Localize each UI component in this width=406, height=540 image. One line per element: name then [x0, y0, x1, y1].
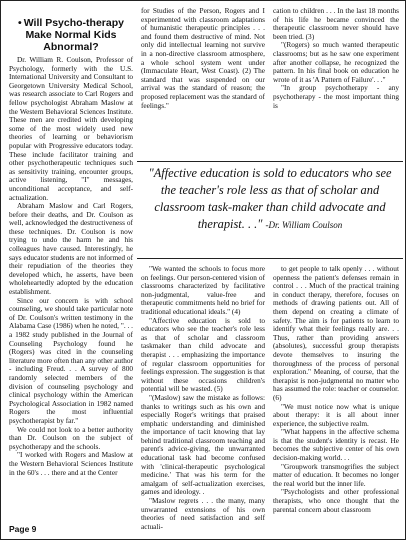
paragraph: Abraham Maslow and Carl Rogers, before their deaths, and Dr. Coulson as well, acknowledged the destructiveness of these techniques. Dr. Coulson is now trying to undo the harm he and his colleagues have caused. Interestingly, he says educator students are not informed of their repudiation of the theories they developed which, he asserts, have been wholeheartedly adopted by the education establishment.: [9, 201, 133, 297]
paragraph: "I worked with Rogers and Maslow at the Western Behavioral Sciences Institute in the 60's . . . there and at the Center: [9, 450, 133, 477]
paragraph: cation to children . . . In the last 18 months of his life he became convinced the therapeutic classroom never should have been tried. (3): [273, 6, 399, 41]
pull-quote: [137, 161, 403, 259]
paragraph: "In group psychotherapy - any psychotherapy - the most important thing is: [273, 83, 399, 110]
article-headline: • Will Psycho-therapy Make Normal Kids Abnormal?: [18, 17, 124, 53]
pull-quote-text: "Affective education is sold to educators who see the teacher's role less as that of scholar and classroom task-maker than child advocate and therapist. . .": [148, 166, 392, 231]
column-3-top: [273, 7, 399, 110]
paragraph: "Maslow regrets . . . the many, many unwarranted extensions of his own theories of need satisfaction and self actuali-: [141, 496, 265, 531]
column-2-top: [141, 7, 265, 110]
column-1: [9, 7, 133, 477]
paragraph: Since our concern is with school counseling, we should take particular note of Dr. Coulson's written testimony in the Alabama Case (1986) when he noted, ". . . a 1982 study published in the Journal of Counseling Psychology found he (Rogers) was cited in the counseling literature more often than any other author - including Freud. . . A survey of 800 randomly selected members of the division of counseling psychology and clinical psychology within the American Psychological Association in 1982 named Rogers the most influential psychotherapist by far.": [9, 295, 133, 425]
paragraph: "Groupwork transmogrifies the subject matter of education. It becomes no longer the real world but the inner life.: [273, 461, 399, 488]
paragraph: "(Maslow) saw the mistake as follows: thanks to writings such as his own and especially Roger's writings that praised emphatic understanding and diminished the importance of tacit knowing that lay behind traditional classroom teaching and parent's advice-giving, the unwarranted educational task had become confused with 'clinical-therapeutic psychological medicine.' That was his term for the amalgam of self-actualization exercises, games and ideology. .: [141, 392, 265, 497]
paragraph: "We wanted the schools to focus more on feelings. Our person-centered vision of classrooms characterized by facilitative non-judgmental, value-free and therapeutic commitments held no brief for traditional educational ideals." (4): [141, 264, 265, 316]
page-number: Page 9: [9, 524, 37, 534]
paragraph: "We must notice now what is unique about therapy: it is all about inner experience, the subjective realm.: [273, 401, 399, 428]
paragraph: Dr. William R. Coulson, Professor of Psychology, formerly with the U.S. International University and Consultant to Georgetown University Medical School, was research associate to Carl Rogers and fellow psychologist Abraham Maslow at the Western Behavioral Sciences Institute. These men are credited with developing some of the most widely used new theories of learning or behaviorism popular with Progressive educators today. These include facilitator training and other psychotherapeutic techniques such as sensitivity training, encounter groups, active listening, "I" messages, unconditional acceptance, and self-actualization.: [9, 55, 133, 202]
column-2-bottom: [141, 265, 265, 531]
paragraph: for Studies of the Person, Rogers and I experimented with classroom adaptations of humanistic therapeutic principles . . . and found them destructive of mind. Not only did intellectual learning not survive in a non-directive classroom atmosphere, a whole school system went under (Immaculate Heart, West Coast). (2) The standard that was suspended on our arrival was the standard of reason; the proposed replacement was the standard of feelings.": [141, 6, 265, 110]
paragraph: "What happens in the affective schema is that the student's identity is recast. He becomes the subjective center of his own decision-making world. . .: [273, 427, 399, 463]
paragraph: "(Rogers) so much wanted therapeutic classrooms; but as he saw one experiment after another collapse, he recognized the pattern. In his final book on education he wrote of it as 'A Pattern of Failure'. . .": [273, 40, 399, 84]
paragraph: to get people to talk openly . . . without openness the patient's defenses remain in control . . . Much of the practical training in conduct therapy, therefore, focuses on methods of drawing patients out. All of them depend on creating a climate of safety. The aim is for patients to learn to identify what their feelings really are. . . Thus, rather than providing answers (absolutes), successful group therapists devote themselves to insuring the thoroughness of the process of personal exploration." Meaning, of course, that the therapist is non-judgmental no matter who has assumed the role: teacher or counselor. (6): [273, 264, 399, 402]
paragraph: "Psychologists and other professional therapists, who once thought that the parental concern about classroom: [273, 487, 399, 514]
bullet-icon: •: [18, 17, 22, 29]
pull-quote-attribution: -Dr. William Coulson: [265, 220, 343, 230]
paragraph: We could not look to a better authority than Dr. Coulson on the subject of psychotherapy and the schools.: [9, 424, 133, 451]
column-3-bottom: [273, 265, 399, 514]
paragraph: "Affective education is sold to educators who see the teacher's role less as that of scholar and classroom taskmaker than child advocate and therapist . . . emphasizing the importance of regular classroom opportunities for feelings expression. The suggestion is that without these occasions children's potential will be wasted. (5): [141, 315, 265, 394]
